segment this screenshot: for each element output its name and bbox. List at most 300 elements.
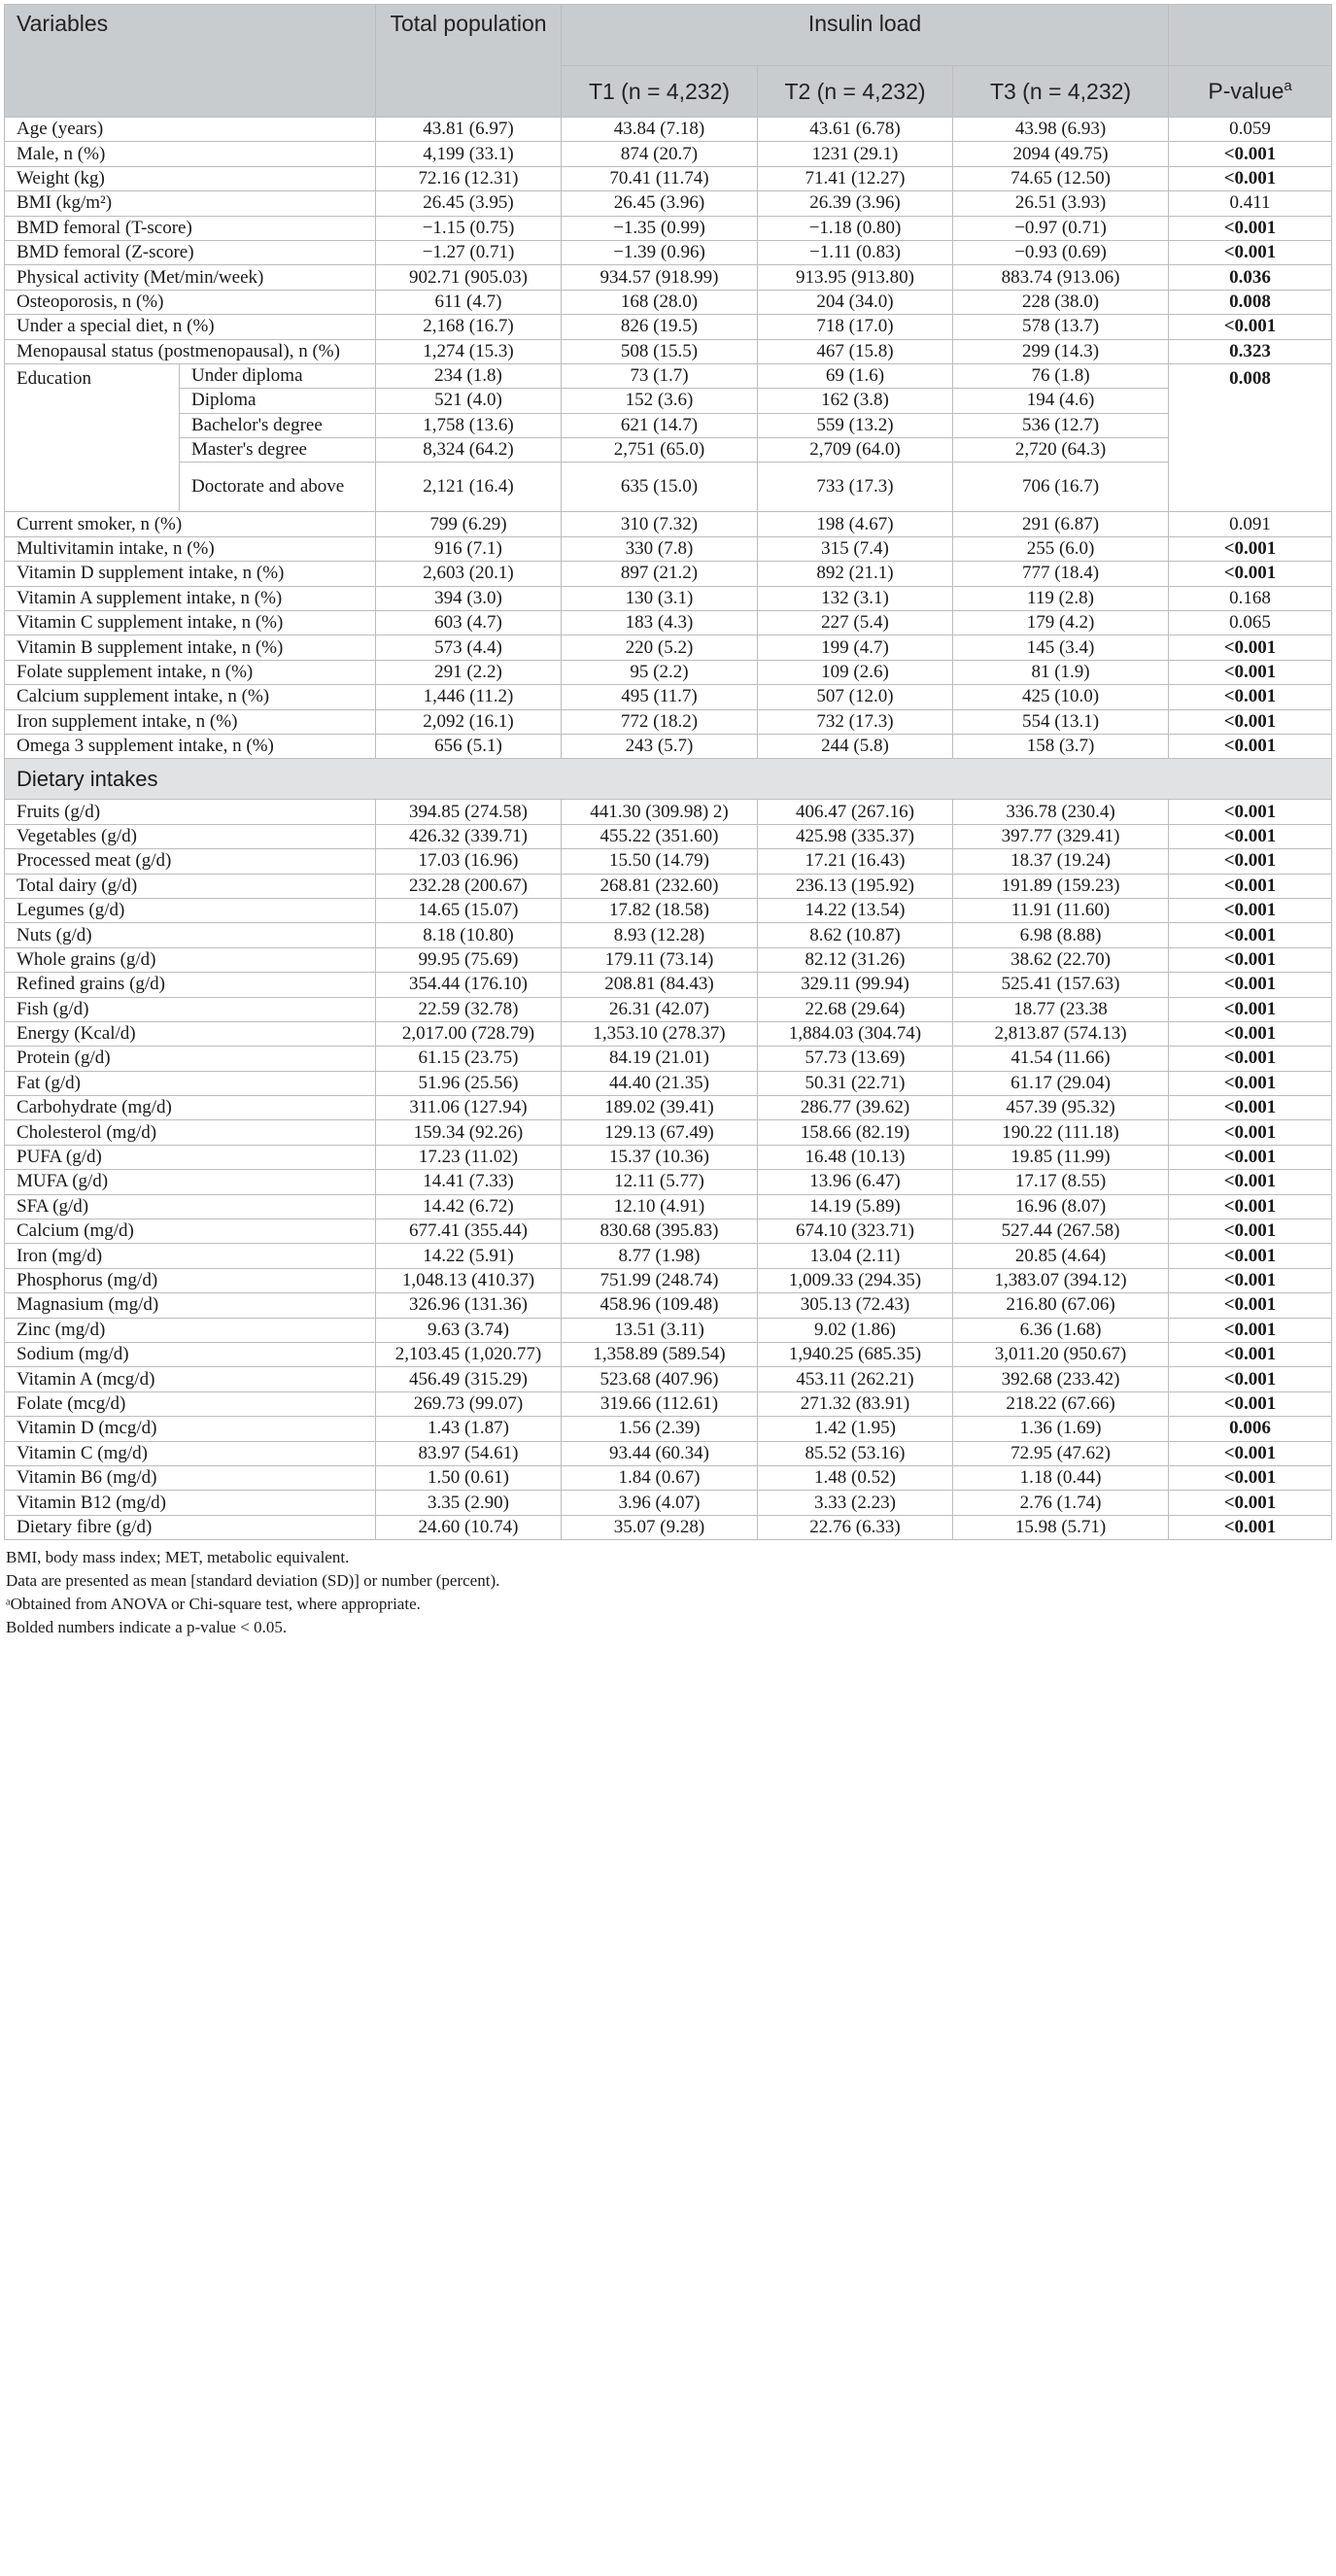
header-insulin-load: Insulin load	[562, 5, 1169, 66]
cell-t3: 216.80 (67.06)	[953, 1293, 1169, 1318]
cell-t3: 2094 (49.75)	[953, 142, 1169, 166]
cell-t1: 508 (15.5)	[562, 339, 758, 363]
cell-t1: 751.99 (248.74)	[562, 1268, 758, 1292]
cell-total: 14.41 (7.33)	[376, 1170, 562, 1194]
cell-t1: 26.31 (42.07)	[562, 997, 758, 1021]
table-row	[5, 1194, 1332, 1219]
cell-t1: 2,751 (65.0)	[562, 438, 758, 463]
cell-t3: 11.91 (11.60)	[953, 898, 1169, 922]
table-body	[5, 118, 1332, 1540]
cell-t3: 2,813.87 (574.13)	[953, 1021, 1169, 1046]
row-label: Sodium (mg/d)	[5, 1342, 376, 1366]
cell-t3: 527.44 (267.58)	[953, 1219, 1169, 1244]
row-label: BMI (kg/m²)	[5, 191, 376, 216]
row-label: Energy (Kcal/d)	[5, 1021, 376, 1046]
cell-t2: 1.42 (1.95)	[758, 1417, 953, 1441]
table-row	[5, 1391, 1332, 1416]
cell-t1: 621 (14.7)	[562, 413, 758, 437]
cell-t3: 38.62 (22.70)	[953, 947, 1169, 972]
cell-t1: 441.30 (309.98) 2)	[562, 800, 758, 824]
table-row	[5, 1219, 1332, 1244]
cell-t1: −1.39 (0.96)	[562, 240, 758, 264]
row-label: Vegetables (g/d)	[5, 824, 376, 848]
table-row	[5, 1318, 1332, 1342]
cell-total: 2,103.45 (1,020.77)	[376, 1342, 562, 1366]
cell-t1: 179.11 (73.14)	[562, 947, 758, 972]
header-t1: T1 (n = 4,232)	[562, 66, 758, 118]
cell-t1: 13.51 (3.11)	[562, 1318, 758, 1342]
cell-t2: 913.95 (913.80)	[758, 265, 953, 290]
cell-total: 3.35 (2.90)	[376, 1491, 562, 1515]
cell-total: 14.65 (15.07)	[376, 898, 562, 922]
cell-total: 234 (1.8)	[376, 363, 562, 388]
cell-t1: 70.41 (11.74)	[562, 166, 758, 190]
cell-t3: 81 (1.9)	[953, 660, 1169, 684]
row-label: BMD femoral (Z-score)	[5, 240, 376, 264]
cell-t3: 392.68 (233.42)	[953, 1367, 1169, 1391]
row-label: Under a special diet, n (%)	[5, 315, 376, 339]
education-row	[5, 389, 1332, 413]
cell-total: 2,017.00 (728.79)	[376, 1021, 562, 1046]
cell-pvalue: <0.001	[1169, 849, 1332, 874]
table-row	[5, 947, 1332, 972]
cell-t2: 227 (5.4)	[758, 611, 953, 635]
cell-t1: 495 (11.7)	[562, 685, 758, 709]
header-row-1	[5, 5, 1332, 66]
cell-pvalue: <0.001	[1169, 1219, 1332, 1244]
header-t3: T3 (n = 4,232)	[953, 66, 1169, 118]
cell-t2: 57.73 (13.69)	[758, 1047, 953, 1071]
cell-t3: −0.97 (0.71)	[953, 216, 1169, 240]
cell-t3: 1.18 (0.44)	[953, 1465, 1169, 1490]
education-label: Education	[5, 363, 180, 512]
cell-t1: 310 (7.32)	[562, 512, 758, 536]
cell-t1: 934.57 (918.99)	[562, 265, 758, 290]
cell-total: 159.34 (92.26)	[376, 1120, 562, 1145]
cell-total: 26.45 (3.95)	[376, 191, 562, 216]
cell-t2: 199 (4.7)	[758, 635, 953, 660]
cell-pvalue: <0.001	[1169, 734, 1332, 758]
cell-t2: 453.11 (262.21)	[758, 1367, 953, 1391]
cell-t2: 13.04 (2.11)	[758, 1244, 953, 1268]
cell-pvalue: <0.001	[1169, 166, 1332, 190]
education-sublabel: Bachelor's degree	[180, 413, 376, 437]
cell-pvalue: <0.001	[1169, 1491, 1332, 1515]
row-label: Fish (g/d)	[5, 997, 376, 1021]
footnote-line: Data are presented as mean [standard deviation (SD)] or number (percent).	[6, 1571, 500, 1591]
cell-total: 394 (3.0)	[376, 586, 562, 610]
cell-t2: 271.32 (83.91)	[758, 1391, 953, 1416]
cell-t2: 69 (1.6)	[758, 363, 953, 388]
cell-t2: 158.66 (82.19)	[758, 1120, 953, 1145]
cell-t2: 71.41 (12.27)	[758, 166, 953, 190]
cell-t1: −1.35 (0.99)	[562, 216, 758, 240]
row-label: Vitamin C (mg/d)	[5, 1441, 376, 1465]
header-t2: T2 (n = 4,232)	[758, 66, 953, 118]
cell-t3: 1,383.07 (394.12)	[953, 1268, 1169, 1292]
table-container	[4, 4, 1331, 1639]
cell-total: 51.96 (25.56)	[376, 1071, 562, 1095]
header-pvalue-text: P-value	[1208, 78, 1285, 104]
cell-t1: 1,353.10 (278.37)	[562, 1021, 758, 1046]
cell-pvalue: 0.065	[1169, 611, 1332, 635]
cell-t3: 291 (6.87)	[953, 512, 1169, 536]
cell-t2: 50.31 (22.71)	[758, 1071, 953, 1095]
cell-t3: 777 (18.4)	[953, 562, 1169, 586]
cell-t1: 12.10 (4.91)	[562, 1194, 758, 1219]
table-row	[5, 660, 1332, 684]
cell-t2: 9.02 (1.86)	[758, 1318, 953, 1342]
cell-total: 354.44 (176.10)	[376, 973, 562, 997]
cell-pvalue: <0.001	[1169, 800, 1332, 824]
footnotes	[4, 1546, 1331, 1639]
cell-t1: 15.37 (10.36)	[562, 1145, 758, 1169]
footnote-line: BMI, body mass index; MET, metabolic equivalent.	[6, 1548, 350, 1567]
table-row	[5, 709, 1332, 734]
cell-pvalue: <0.001	[1169, 536, 1332, 561]
cell-t1: 897 (21.2)	[562, 562, 758, 586]
cell-total: 2,121 (16.4)	[376, 463, 562, 512]
cell-t1: 243 (5.7)	[562, 734, 758, 758]
table-row	[5, 142, 1332, 166]
cell-t3: 6.36 (1.68)	[953, 1318, 1169, 1342]
cell-t1: 208.81 (84.43)	[562, 973, 758, 997]
cell-pvalue: <0.001	[1169, 1293, 1332, 1318]
row-label: Osteoporosis, n (%)	[5, 290, 376, 314]
cell-t3: 218.22 (67.66)	[953, 1391, 1169, 1416]
table-row	[5, 1170, 1332, 1194]
cell-t1: 1.56 (2.39)	[562, 1417, 758, 1441]
cell-t3: 119 (2.8)	[953, 586, 1169, 610]
cell-total: 17.23 (11.02)	[376, 1145, 562, 1169]
cell-total: 1,048.13 (410.37)	[376, 1268, 562, 1292]
cell-total: 2,168 (16.7)	[376, 315, 562, 339]
cell-t3: 18.37 (19.24)	[953, 849, 1169, 874]
table-row	[5, 290, 1332, 314]
cell-t1: 635 (15.0)	[562, 463, 758, 512]
row-label: Vitamin B supplement intake, n (%)	[5, 635, 376, 660]
education-row	[5, 463, 1332, 512]
cell-t1: 8.77 (1.98)	[562, 1244, 758, 1268]
cell-pvalue: <0.001	[1169, 709, 1332, 734]
cell-t2: 1,884.03 (304.74)	[758, 1021, 953, 1046]
education-pvalue: 0.008	[1169, 363, 1332, 512]
cell-total: 8,324 (64.2)	[376, 438, 562, 463]
row-label: Male, n (%)	[5, 142, 376, 166]
row-label: Dietary fibre (g/d)	[5, 1515, 376, 1539]
cell-pvalue: <0.001	[1169, 1170, 1332, 1194]
row-label: PUFA (g/d)	[5, 1145, 376, 1169]
table-row	[5, 874, 1332, 898]
education-row	[5, 363, 1332, 388]
cell-t2: 406.47 (267.16)	[758, 800, 953, 824]
row-label: Total dairy (g/d)	[5, 874, 376, 898]
cell-total: 2,603 (20.1)	[376, 562, 562, 586]
cell-t1: 130 (3.1)	[562, 586, 758, 610]
cell-pvalue: 0.036	[1169, 265, 1332, 290]
cell-pvalue: <0.001	[1169, 973, 1332, 997]
row-label: Omega 3 supplement intake, n (%)	[5, 734, 376, 758]
row-label: Legumes (g/d)	[5, 898, 376, 922]
cell-t2: 82.12 (31.26)	[758, 947, 953, 972]
header-total: Total population	[376, 5, 562, 118]
table-row	[5, 635, 1332, 660]
cell-pvalue: <0.001	[1169, 562, 1332, 586]
row-label: Magnasium (mg/d)	[5, 1293, 376, 1318]
cell-t3: 255 (6.0)	[953, 536, 1169, 561]
row-label: Weight (kg)	[5, 166, 376, 190]
row-label: Folate supplement intake, n (%)	[5, 660, 376, 684]
row-label: Refined grains (g/d)	[5, 973, 376, 997]
cell-t3: 41.54 (11.66)	[953, 1047, 1169, 1071]
table-row	[5, 536, 1332, 561]
cell-total: 24.60 (10.74)	[376, 1515, 562, 1539]
table-row	[5, 240, 1332, 264]
cell-t3: 2,720 (64.3)	[953, 438, 1169, 463]
table-row	[5, 562, 1332, 586]
cell-pvalue: <0.001	[1169, 1367, 1332, 1391]
table-row	[5, 1120, 1332, 1145]
cell-t3: 76 (1.8)	[953, 363, 1169, 388]
cell-t1: 152 (3.6)	[562, 389, 758, 413]
cell-t3: 194 (4.6)	[953, 389, 1169, 413]
cell-t3: 145 (3.4)	[953, 635, 1169, 660]
cell-t2: 162 (3.8)	[758, 389, 953, 413]
cell-t2: 244 (5.8)	[758, 734, 953, 758]
cell-pvalue: <0.001	[1169, 947, 1332, 972]
cell-t1: 330 (7.8)	[562, 536, 758, 561]
education-row	[5, 413, 1332, 437]
cell-t2: 315 (7.4)	[758, 536, 953, 561]
cell-t3: 26.51 (3.93)	[953, 191, 1169, 216]
cell-t2: 22.76 (6.33)	[758, 1515, 953, 1539]
cell-total: 8.18 (10.80)	[376, 923, 562, 947]
cell-t2: 236.13 (195.92)	[758, 874, 953, 898]
cell-t1: 830.68 (395.83)	[562, 1219, 758, 1244]
cell-total: 291 (2.2)	[376, 660, 562, 684]
row-label: Age (years)	[5, 118, 376, 142]
table-row	[5, 315, 1332, 339]
table-row	[5, 265, 1332, 290]
cell-t2: 2,709 (64.0)	[758, 438, 953, 463]
table-row	[5, 1096, 1332, 1120]
cell-total: 269.73 (99.07)	[376, 1391, 562, 1416]
cell-t3: 179 (4.2)	[953, 611, 1169, 635]
cell-t3: 554 (13.1)	[953, 709, 1169, 734]
cell-t2: 198 (4.67)	[758, 512, 953, 536]
cell-pvalue: <0.001	[1169, 923, 1332, 947]
cell-t2: 43.61 (6.78)	[758, 118, 953, 142]
row-label: Vitamin B6 (mg/d)	[5, 1465, 376, 1490]
cell-t3: 336.78 (230.4)	[953, 800, 1169, 824]
cell-t2: 559 (13.2)	[758, 413, 953, 437]
cell-t2: 733 (17.3)	[758, 463, 953, 512]
section-dietary-intakes: Dietary intakes	[5, 759, 1332, 800]
table-row	[5, 1515, 1332, 1539]
education-sublabel: Under diploma	[180, 363, 376, 388]
cell-t1: 455.22 (351.60)	[562, 824, 758, 848]
cell-total: −1.15 (0.75)	[376, 216, 562, 240]
cell-t1: 44.40 (21.35)	[562, 1071, 758, 1095]
row-label: Calcium supplement intake, n (%)	[5, 685, 376, 709]
cell-t2: −1.18 (0.80)	[758, 216, 953, 240]
cell-t1: 3.96 (4.07)	[562, 1491, 758, 1515]
table-row	[5, 1367, 1332, 1391]
row-label: Menopausal status (postmenopausal), n (%)	[5, 339, 376, 363]
cell-t2: 425.98 (335.37)	[758, 824, 953, 848]
row-label: Protein (g/d)	[5, 1047, 376, 1071]
cell-t3: 578 (13.7)	[953, 315, 1169, 339]
cell-t1: 17.82 (18.58)	[562, 898, 758, 922]
table-row	[5, 1268, 1332, 1292]
cell-t2: 1,940.25 (685.35)	[758, 1342, 953, 1366]
cell-t1: 220 (5.2)	[562, 635, 758, 660]
cell-t2: 26.39 (3.96)	[758, 191, 953, 216]
cell-t1: 1,358.89 (589.54)	[562, 1342, 758, 1366]
cell-t1: 84.19 (21.01)	[562, 1047, 758, 1071]
cell-t3: 6.98 (8.88)	[953, 923, 1169, 947]
cell-t1: 1.84 (0.67)	[562, 1465, 758, 1490]
cell-t3: 18.77 (23.38	[953, 997, 1169, 1021]
table-row	[5, 1417, 1332, 1441]
cell-total: 61.15 (23.75)	[376, 1047, 562, 1071]
cell-t3: 228 (38.0)	[953, 290, 1169, 314]
cell-t3: −0.93 (0.69)	[953, 240, 1169, 264]
table-row	[5, 118, 1332, 142]
row-label: Vitamin C supplement intake, n (%)	[5, 611, 376, 635]
cell-t2: 718 (17.0)	[758, 315, 953, 339]
table-row	[5, 800, 1332, 824]
cell-total: 22.59 (32.78)	[376, 997, 562, 1021]
row-label: Iron (mg/d)	[5, 1244, 376, 1268]
table-row	[5, 1441, 1332, 1465]
cell-pvalue: <0.001	[1169, 1244, 1332, 1268]
cell-t1: 268.81 (232.60)	[562, 874, 758, 898]
cell-pvalue: <0.001	[1169, 216, 1332, 240]
cell-pvalue: <0.001	[1169, 1120, 1332, 1145]
cell-t3: 299 (14.3)	[953, 339, 1169, 363]
cell-total: 603 (4.7)	[376, 611, 562, 635]
cell-t2: 674.10 (323.71)	[758, 1219, 953, 1244]
row-label: Vitamin D supplement intake, n (%)	[5, 562, 376, 586]
row-label: BMD femoral (T-score)	[5, 216, 376, 240]
cell-pvalue: <0.001	[1169, 898, 1332, 922]
cell-pvalue: 0.168	[1169, 586, 1332, 610]
cell-total: 83.97 (54.61)	[376, 1441, 562, 1465]
cell-t1: 35.07 (9.28)	[562, 1515, 758, 1539]
cell-total: 72.16 (12.31)	[376, 166, 562, 190]
cell-total: 521 (4.0)	[376, 389, 562, 413]
row-label: Processed meat (g/d)	[5, 849, 376, 874]
section-row	[5, 759, 1332, 800]
cell-total: 656 (5.1)	[376, 734, 562, 758]
cell-t3: 457.39 (95.32)	[953, 1096, 1169, 1120]
cell-t1: 43.84 (7.18)	[562, 118, 758, 142]
cell-t3: 191.89 (159.23)	[953, 874, 1169, 898]
cell-pvalue: <0.001	[1169, 1021, 1332, 1046]
cell-t2: 1,009.33 (294.35)	[758, 1268, 953, 1292]
table-row	[5, 997, 1332, 1021]
cell-t3: 397.77 (329.41)	[953, 824, 1169, 848]
cell-pvalue: <0.001	[1169, 1465, 1332, 1490]
cell-pvalue: <0.001	[1169, 1342, 1332, 1366]
table-row	[5, 849, 1332, 874]
cell-pvalue: <0.001	[1169, 660, 1332, 684]
table-row	[5, 734, 1332, 758]
cell-t2: 14.22 (13.54)	[758, 898, 953, 922]
table-row	[5, 166, 1332, 190]
cell-t2: 3.33 (2.23)	[758, 1491, 953, 1515]
cell-t2: 204 (34.0)	[758, 290, 953, 314]
cell-t1: 319.66 (112.61)	[562, 1391, 758, 1416]
row-label: Vitamin B12 (mg/d)	[5, 1491, 376, 1515]
cell-t1: 189.02 (39.41)	[562, 1096, 758, 1120]
cell-total: 1.43 (1.87)	[376, 1417, 562, 1441]
table-row	[5, 512, 1332, 536]
cell-pvalue: <0.001	[1169, 1391, 1332, 1416]
education-sublabel: Diploma	[180, 389, 376, 413]
cell-t2: 16.48 (10.13)	[758, 1145, 953, 1169]
cell-t3: 2.76 (1.74)	[953, 1491, 1169, 1515]
table-row	[5, 1491, 1332, 1515]
header-variables: Variables	[5, 5, 376, 118]
cell-t2: 286.77 (39.62)	[758, 1096, 953, 1120]
cell-t2: 14.19 (5.89)	[758, 1194, 953, 1219]
header-empty	[1169, 5, 1332, 66]
table-row	[5, 923, 1332, 947]
cell-t1: 523.68 (407.96)	[562, 1367, 758, 1391]
cell-pvalue: <0.001	[1169, 1441, 1332, 1465]
baseline-characteristics-table	[4, 4, 1332, 1540]
cell-t3: 19.85 (11.99)	[953, 1145, 1169, 1169]
cell-total: 17.03 (16.96)	[376, 849, 562, 874]
cell-pvalue: 0.411	[1169, 191, 1332, 216]
cell-pvalue: <0.001	[1169, 685, 1332, 709]
cell-t1: 874 (20.7)	[562, 142, 758, 166]
cell-total: 611 (4.7)	[376, 290, 562, 314]
table-row	[5, 898, 1332, 922]
cell-t1: 73 (1.7)	[562, 363, 758, 388]
row-label: Calcium (mg/d)	[5, 1219, 376, 1244]
cell-t3: 74.65 (12.50)	[953, 166, 1169, 190]
cell-total: 916 (7.1)	[376, 536, 562, 561]
cell-pvalue: 0.008	[1169, 290, 1332, 314]
cell-total: 1,274 (15.3)	[376, 339, 562, 363]
table-row	[5, 586, 1332, 610]
cell-t1: 458.96 (109.48)	[562, 1293, 758, 1318]
cell-t1: 15.50 (14.79)	[562, 849, 758, 874]
cell-t1: 183 (4.3)	[562, 611, 758, 635]
cell-t2: 329.11 (99.94)	[758, 973, 953, 997]
cell-total: 99.95 (75.69)	[376, 947, 562, 972]
cell-t2: 22.68 (29.64)	[758, 997, 953, 1021]
cell-total: 456.49 (315.29)	[376, 1367, 562, 1391]
education-sublabel: Doctorate and above	[180, 463, 376, 512]
table-row	[5, 611, 1332, 635]
cell-t1: 26.45 (3.96)	[562, 191, 758, 216]
cell-t2: 305.13 (72.43)	[758, 1293, 953, 1318]
cell-total: 14.42 (6.72)	[376, 1194, 562, 1219]
cell-total: −1.27 (0.71)	[376, 240, 562, 264]
table-row	[5, 1293, 1332, 1318]
cell-total: 799 (6.29)	[376, 512, 562, 536]
row-label: Whole grains (g/d)	[5, 947, 376, 972]
table-row	[5, 685, 1332, 709]
row-label: Physical activity (Met/min/week)	[5, 265, 376, 290]
header-pvalue-sup: a	[1284, 78, 1292, 95]
cell-pvalue: <0.001	[1169, 1515, 1332, 1539]
row-label: Phosphorus (mg/d)	[5, 1268, 376, 1292]
